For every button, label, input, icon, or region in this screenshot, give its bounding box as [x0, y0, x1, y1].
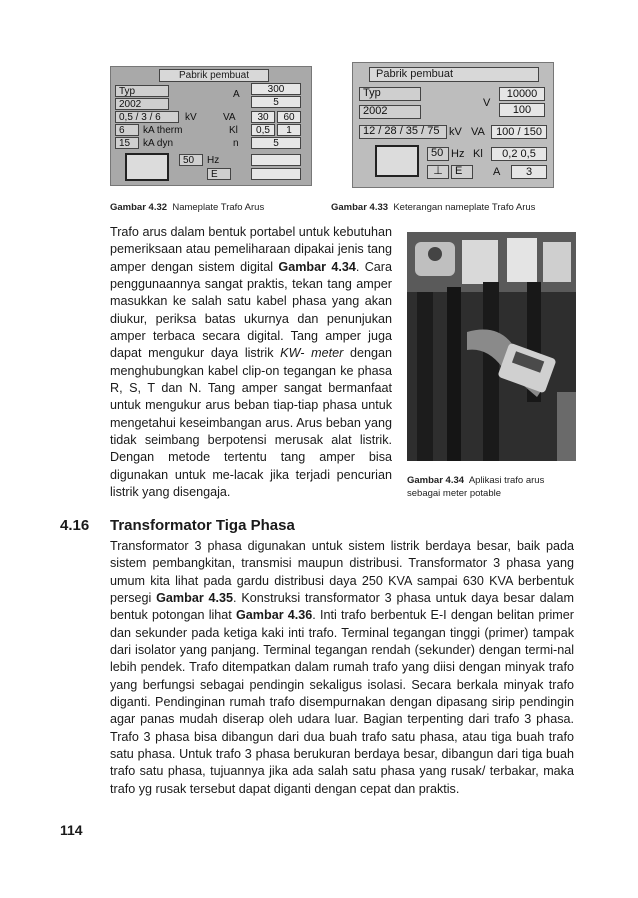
plate-kl-value-2: 1	[277, 124, 301, 136]
plate-kv-unit: kV	[449, 126, 462, 138]
plate-a-value-1: 300	[251, 83, 301, 95]
caption-text-line-2: sebagai meter potable	[407, 488, 502, 499]
plate-v-value-2: 100	[499, 103, 545, 117]
plate-kl-value: 0,2 0,5	[491, 147, 547, 161]
text-run: . Konstruksi transformator 3 phasa untuk daya besar dalam bentuk potongan lihat	[110, 591, 574, 623]
plate-kv-values: 12 / 28 / 35 / 75	[359, 125, 447, 139]
text-run: dengan menghubungkan kabel clip-on tegangan ke phasa R, S, T dan N. Tang amper sangat bermanfaat untuk mengukur arus beban tiap-tiap phasa untuk mengetahui keseimbangan arus. Arus beban yang tidak seimbang berpotensi merusak alat listrik. Dengan metode tertentu tang amper bisa digunakan untuk me-lacak jika terjadi pencurian listrik yang disengaja.	[110, 346, 392, 500]
caption-text: Keterangan nameplate Trafo Arus	[393, 202, 536, 213]
plate-dyn-value: 15	[115, 137, 139, 149]
plate-kl-label: Kl	[473, 148, 483, 160]
page-number: 114	[60, 822, 83, 838]
plate-va-value-1: 30	[251, 111, 275, 123]
plate-va-value-2: 60	[277, 111, 301, 123]
caption-figure-433	[331, 202, 535, 213]
plate-blank-row-2	[251, 168, 301, 180]
plate-va-label: VA	[223, 112, 236, 123]
text-run: Trafo arus dalam bentuk portabel untuk kebutuhan pemeriksaan atau pemeliharaan dipakai jenis tang amper dengan sistem digital	[110, 225, 392, 274]
transformer-symbol-icon	[125, 153, 169, 181]
section-title: Transformator Tiga Phasa	[110, 517, 295, 534]
plate-kl-value-1: 0,5	[251, 124, 275, 136]
body-paragraph-three-phase	[110, 538, 574, 798]
plate-a-label: A	[493, 166, 501, 178]
plate-header: Pabrik pembuat	[159, 69, 269, 82]
plate-typ: Typ	[359, 87, 421, 101]
plate-v-value-1: 10000	[499, 87, 545, 101]
photo-clamp-meter	[407, 232, 576, 461]
plate-kv-unit: kV	[185, 112, 197, 123]
plate-n-value: 5	[251, 137, 301, 149]
plate-va-value: 100 / 150	[491, 125, 547, 139]
plate-e-value: E	[451, 165, 473, 179]
nameplate-figure-433	[352, 62, 554, 188]
plate-hz-unit: Hz	[207, 155, 220, 166]
plate-hz-value: 50	[427, 147, 449, 161]
plate-a-value: 3	[511, 165, 547, 179]
figure-reference: Gambar 4.34	[278, 259, 356, 274]
plate-dyn-unit: kA dyn	[143, 138, 174, 149]
text-run: . Cara penggunaannya sangat praktis, tekan tang amper masukkan ke salah satu kabel phasa yang akan diukur, periksa batas ukurnya dan penunjukan amper terbaca secara digital. Tang amper juga dapat mengukur daya listrik	[110, 259, 393, 361]
clamp-meter-photo-illustration	[407, 232, 576, 461]
transformer-symbol-icon	[375, 145, 419, 177]
plate-hz-unit: Hz	[451, 148, 465, 160]
plate-a-value-2: 5	[251, 96, 301, 108]
figure-reference: Gambar 4.35	[156, 591, 234, 606]
body-paragraph-clamp-meter	[110, 224, 392, 502]
figure-reference: Gambar 4.36	[236, 608, 313, 623]
plate-year: 2002	[359, 105, 421, 119]
plate-year: 2002	[115, 98, 169, 110]
ground-symbol-icon: ⊥	[427, 165, 449, 179]
caption-label: Gambar 4.34	[407, 475, 465, 486]
text-run: . Inti trafo berbentuk E-I dengan belitan primer dan sekunder pada ketiga kaki inti trafo. Terminal tegangan tinggi (primer) tampak dari isolator yang panjang. Terminal tegangan rendah (sekunder) dengan termi-nal lebih pendek. Trafo ditempatkan dalam rumah trafo yang diisi dengan minyak trafo yang berfungsi sebagai pendingin sekaligus isolasi. Secara berkala minyak trafo diganti. Pendinginan rumah trafo disempurnakan dengan dipasang sirip pendingin agar panas mudah diserap oleh udara luar. Bagian terpenting dari trafo 3 phasa. Trafo 3 phasa bisa dibangun dari dua buah trafo satu phasa, atau tiga buah trafo satu phasa. Untuk trafo 3 phasa berukuran berdaya besar, dibangun dari tiga buah trafo satu phasa, tujuannya jika ada salah satu phasa yang rusak/ terbakar, maka trafo yg rusak tersebut dapat diganti dengan cepat dan praktis.	[110, 608, 574, 796]
caption-text: Nameplate Trafo Arus	[172, 202, 265, 213]
plate-kv-values: 0,5 / 3 / 6	[115, 111, 179, 123]
plate-hz-value: 50	[179, 154, 203, 166]
plate-v-label: V	[483, 97, 491, 109]
plate-n-label: n	[233, 138, 239, 149]
plate-typ: Typ	[115, 85, 169, 97]
plate-therm-value: 6	[115, 124, 139, 136]
plate-va-label: VA	[471, 126, 485, 138]
caption-label: Gambar 4.32	[110, 202, 168, 213]
plate-header: Pabrik pembuat	[369, 67, 539, 82]
caption-label: Gambar 4.33	[331, 202, 389, 213]
caption-figure-434	[407, 474, 544, 500]
plate-a-label: A	[233, 89, 240, 100]
italic-term: KW- meter	[280, 346, 344, 361]
plate-kl-label: Kl	[229, 125, 238, 136]
text-run: Transformator 3 phasa digunakan untuk sistem listrik berdaya besar, baik pada sistem pembangkitan, transmisi maupun distribusi. Transformator 3 phasa yang umum kita lihat pada gardu distribusi daya 250 KVA sampai 630 KVA berbentuk persegi	[110, 539, 574, 606]
plate-e-value: E	[207, 168, 231, 180]
caption-figure-432	[110, 202, 264, 213]
nameplate-figure-432	[110, 66, 312, 186]
plate-therm-unit: kA therm	[143, 125, 183, 136]
plate-blank-row-1	[251, 154, 301, 166]
section-number: 4.16	[60, 517, 90, 534]
caption-text: Aplikasi trafo arus	[468, 475, 545, 486]
